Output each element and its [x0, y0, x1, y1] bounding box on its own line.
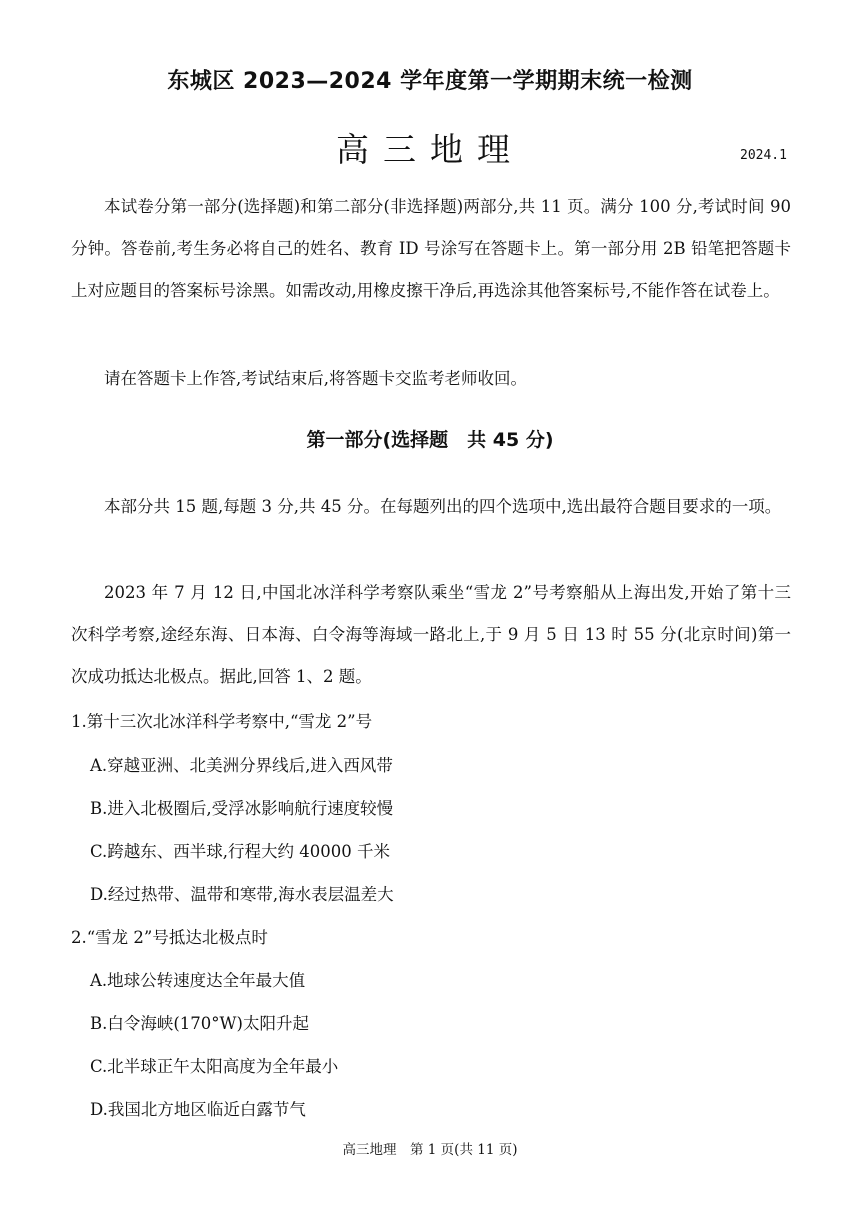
- question-stem: 2.“雪龙 2”号抵达北极点时: [71, 928, 268, 947]
- instructions-note: 请在答题卡上作答,考试结束后,将答题卡交监考老师收回。: [104, 369, 527, 388]
- material-paragraph: 2023 年 7 月 12 日,中国北冰洋科学考察队乘坐“雪龙 2”号考察船从上海出发,开始了第十三次科学考察,途经东海、日本海、白令海等海域一路北上,于 9 月 5 日 13 时 55 分(北京时间)第一次成功抵达北极点。据此,回答 1、2 题。: [71, 583, 791, 686]
- question-option: B.白令海峡(170°W)太阳升起: [90, 1014, 309, 1033]
- exam-title: 东城区 2023—2024 学年度第一学期期末统一检测: [167, 69, 693, 94]
- question-option: D.我国北方地区临近白露节气: [90, 1100, 306, 1119]
- subject-title: 高三地理: [336, 130, 524, 169]
- question-option: C.跨越东、西半球,行程大约 40000 千米: [90, 842, 391, 861]
- question-option: D.经过热带、温带和寒带,海水表层温差大: [90, 885, 394, 904]
- page-footer: 高三地理 第 1 页(共 11 页): [342, 1142, 518, 1158]
- section-intro: 本部分共 15 题,每题 3 分,共 45 分。在每题列出的四个选项中,选出最符合题目要求的一项。: [104, 497, 782, 516]
- question-option: A.地球公转速度达全年最大值: [90, 971, 306, 990]
- exam-date: 2024.1: [740, 148, 787, 163]
- question-option: C.北半球正午太阳高度为全年最小: [90, 1057, 339, 1076]
- question-stem: 1.第十三次北冰洋科学考察中,“雪龙 2”号: [71, 712, 373, 731]
- question-option: B.进入北极圈后,受浮冰影响航行速度较慢: [90, 799, 394, 818]
- instructions-paragraph: 本试卷分第一部分(选择题)和第二部分(非选择题)两部分,共 11 页。满分 100 分,考试时间 90 分钟。答卷前,考生务必将自己的姓名、教育 ID 号涂写在答题卡上。第一部分用 2B 铅笔把答题卡上对应题目的答案标号涂黑。如需改动,用橡皮擦干净后,再选涂其他答案标号,不能作答在试卷上。: [71, 197, 791, 300]
- section-heading: 第一部分(选择题 共 45 分): [306, 429, 554, 451]
- question-option: A.穿越亚洲、北美洲分界线后,进入西风带: [90, 756, 393, 775]
